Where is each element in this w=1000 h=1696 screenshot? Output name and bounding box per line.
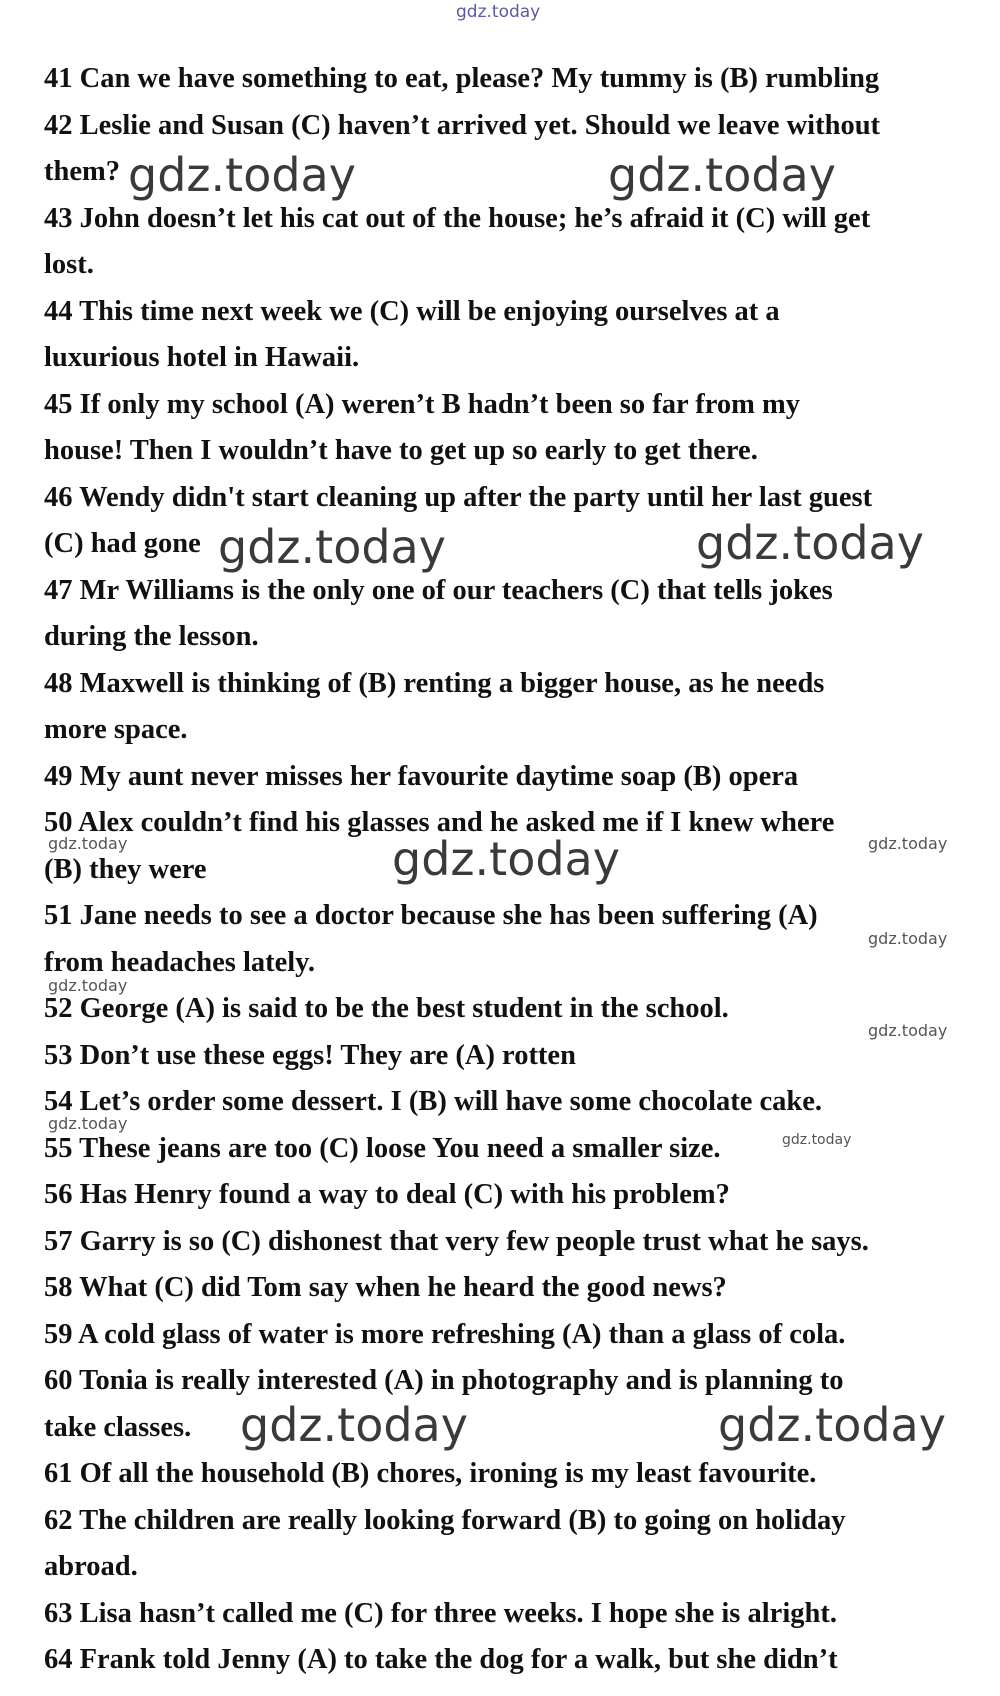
answer-line: 45 If only my school (A) weren’t B hadn’t been so far from my <box>44 388 801 420</box>
answer-line: 48 Maxwell is thinking of (B) renting a bigger house, as he needs <box>44 667 825 699</box>
answer-line: luxurious hotel in Hawaii. <box>44 342 360 373</box>
answer-line: 64 Frank told Jenny (A) to take the dog for a walk, but she didn’t <box>44 1644 838 1675</box>
answer-line: lost. <box>44 249 94 280</box>
answer-line: 57 Garry is so (C) dishonest that very few people trust what he says. <box>44 1225 869 1257</box>
answer-line: 61 Of all the household (B) chores, ironing is my least favourite. <box>44 1458 817 1489</box>
watermark-small: gdz.today <box>868 1021 948 1040</box>
answer-line: 49 My aunt never misses her favourite daytime soap (B) opera <box>44 760 799 792</box>
answer-line: 51 Jane needs to see a doctor because she has been suffering (A) <box>44 900 818 931</box>
watermark: gdz.today <box>240 1398 468 1452</box>
answer-line: (B) they were <box>44 853 207 885</box>
answer-line: 59 A cold glass of water is more refreshing (A) than a glass of cola. <box>44 1318 846 1350</box>
answer-line: 60 Tonia is really interested (A) in photography and is planning to <box>44 1365 844 1396</box>
answer-line: 41 Can we have something to eat, please? My tummy is (B) rumbling <box>44 63 880 94</box>
answer-line: more space. <box>44 714 188 745</box>
answer-line: abroad. <box>44 1551 138 1582</box>
answer-line: 56 Has Henry found a way to deal (C) with his problem? <box>44 1179 730 1210</box>
answer-line: house! Then I wouldn’t have to get up so early to get there. <box>44 435 758 466</box>
answer-line: from headaches lately. <box>44 946 315 978</box>
watermark-top: gdz.today <box>456 2 541 22</box>
answer-line: them? <box>44 156 120 187</box>
answer-line: 47 Mr Williams is the only one of our teachers (C) that tells jokes <box>44 574 833 606</box>
answer-line: take classes. <box>44 1411 192 1443</box>
watermark: gdz.today <box>696 516 924 570</box>
answer-line: 53 Don’t use these eggs! They are (A) rotten <box>44 1039 576 1071</box>
answer-line: 43 John doesn’t let his cat out of the house; he’s afraid it (C) will get <box>44 202 871 234</box>
watermark: gdz.today <box>608 148 836 202</box>
answer-line: 44 This time next week we (C) will be enjoying ourselves at a <box>44 295 780 327</box>
answer-line: (C) had gone <box>44 528 201 559</box>
watermark-small: gdz.today <box>48 1114 128 1133</box>
watermark-small: gdz.today <box>48 834 128 853</box>
watermark-small: gdz.today <box>782 1132 852 1148</box>
answer-line: 42 Leslie and Susan (C) haven’t arrived yet. Should we leave without <box>44 109 881 141</box>
watermark: gdz.today <box>128 148 356 202</box>
watermark: gdz.today <box>718 1398 946 1452</box>
answer-line: 46 Wendy didn't start cleaning up after the party until her last guest <box>44 481 873 513</box>
answer-line: 55 These jeans are too (C) loose You need a smaller size. <box>44 1132 721 1164</box>
answer-line: 63 Lisa hasn’t called me (C) for three weeks. I hope she is alright. <box>44 1597 837 1629</box>
answer-line: 54 Let’s order some dessert. I (B) will have some chocolate cake. <box>44 1086 823 1117</box>
watermark: gdz.today <box>218 520 446 574</box>
answer-line: during the lesson. <box>44 621 259 652</box>
watermark-small: gdz.today <box>868 929 948 948</box>
watermark-small: gdz.today <box>48 976 128 995</box>
watermark-small: gdz.today <box>868 834 948 853</box>
answer-line: 52 George (A) is said to be the best student in the school. <box>44 993 729 1024</box>
answer-line: 58 What (C) did Tom say when he heard the good news? <box>44 1272 727 1303</box>
watermark: gdz.today <box>392 832 620 886</box>
answer-line: 62 The children are really looking forward (B) to going on holiday <box>44 1504 846 1536</box>
answer-line: 50 Alex couldn’t find his glasses and he asked me if I knew where <box>44 807 835 838</box>
